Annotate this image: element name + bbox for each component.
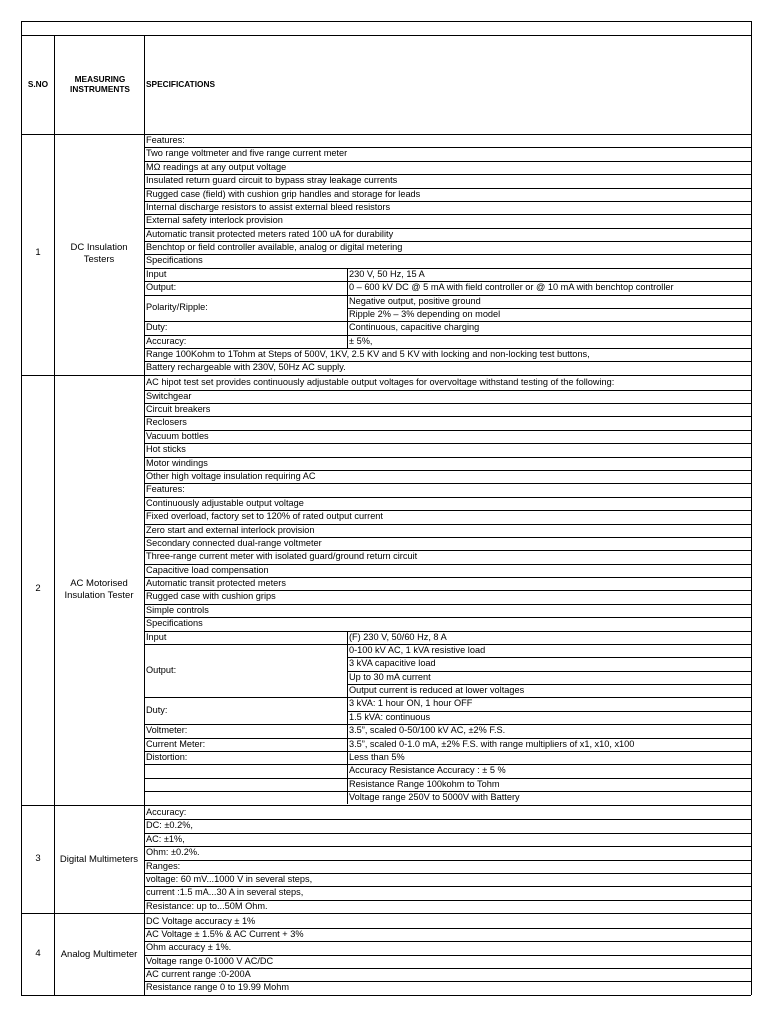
spec-line: Simple controls: [146, 604, 209, 615]
spec-line: Zero start and external interlock provision: [146, 524, 315, 535]
spec-line: Secondary connected dual-range voltmeter: [146, 537, 322, 548]
spec-column-divider: [347, 738, 348, 751]
spec-value: Output current is reduced at lower voltages: [349, 685, 525, 696]
spec-line: Internal discharge resistors to assist external bleed resistors: [146, 201, 391, 212]
spec-value: 0-100 kV AC, 1 kVA resistive load: [349, 644, 486, 655]
spec-label: Input: [146, 631, 167, 642]
spec-value: 3 kVA: 1 hour ON, 1 hour OFF: [349, 698, 473, 709]
spec-line: Accuracy:: [146, 807, 187, 817]
spec-line: DC: ±0.2%,: [146, 820, 193, 831]
spec-line: Automatic transit protected meters rated 100 uA for durability: [146, 228, 394, 239]
spec-label: Polarity/Ripple:: [146, 302, 208, 313]
spec-line: AC Voltage ± 1.5% & AC Current + 3%: [146, 928, 304, 939]
spec-value: 3.5”, scaled 0-50/100 kV AC, ±2% F.S.: [349, 725, 506, 736]
spec-line: Ohm: ±0.2%.: [146, 847, 200, 858]
serial-number: 4: [35, 947, 41, 959]
row-divider: [144, 631, 751, 632]
spec-line: Resistance range 0 to 19.99 Mohm: [146, 982, 289, 993]
column-divider: [144, 35, 145, 995]
row-divider: [144, 390, 751, 391]
spec-value: Accuracy Resistance Accuracy : ± 5 %: [349, 765, 506, 776]
spec-value: Continuous, capacitive charging: [349, 322, 480, 333]
row-divider: [144, 860, 751, 861]
instrument-name: AC Motorised Insulation Tester: [64, 578, 134, 602]
spec-line: Rugged case (field) with cushion grip handles and storage for leads: [146, 188, 421, 199]
spec-label: Voltmeter:: [146, 725, 188, 736]
spec-line: AC current range :0-200A: [146, 969, 251, 980]
spec-column-divider: [347, 295, 348, 322]
row-divider: [144, 697, 347, 698]
header-measuring-instruments: MEASURING INSTRUMENTS: [70, 74, 130, 94]
spec-column-divider: [347, 751, 348, 764]
spec-line: Ranges:: [146, 860, 181, 871]
row-divider: [144, 846, 751, 847]
row-divider: [144, 833, 751, 834]
row-divider: [347, 335, 751, 336]
spec-line: Hot sticks: [146, 444, 186, 455]
row-divider: [144, 268, 751, 269]
spec-line: Ohm accuracy ± 1%.: [146, 942, 232, 953]
spec-line: Voltage range 0-1000 V AC/DC: [146, 955, 274, 966]
spec-line: MΩ readings at any output voltage: [146, 161, 287, 172]
spec-line: Resistance: up to...50M Ohm.: [146, 900, 268, 911]
spec-label: Distortion:: [146, 751, 188, 762]
row-divider: [347, 751, 751, 752]
spec-column-divider: [347, 764, 348, 777]
table-header-top-border: [21, 35, 751, 36]
section-bottom-border: [21, 913, 751, 914]
spec-label: Duty:: [146, 322, 168, 333]
row-divider: [144, 443, 751, 444]
spec-line: Three-range current meter with isolated guard/ground return circuit: [146, 551, 418, 562]
spec-column-divider: [347, 268, 348, 281]
spec-line: DC Voltage accuracy ± 1%: [146, 915, 256, 926]
row-divider: [144, 941, 751, 942]
row-divider: [144, 430, 751, 431]
spec-line: AC: ±1%,: [146, 833, 185, 844]
spec-line: Switchgear: [146, 390, 192, 401]
serial-number: 2: [35, 583, 41, 595]
spec-value: (F) 230 V, 50/60 Hz, 8 A: [349, 631, 447, 642]
spec-value: Up to 30 mA current: [349, 671, 431, 682]
header-specifications: SPECIFICATIONS: [146, 79, 215, 89]
spec-line: Automatic transit protected meters: [146, 578, 286, 589]
instrument-name: DC Insulation Testers: [70, 242, 128, 266]
spec-value: 1.5 kVA: continuous: [349, 711, 431, 722]
spec-line: Specifications: [146, 618, 203, 629]
row-divider: [144, 254, 751, 255]
spec-line: Reclosers: [146, 417, 187, 428]
instrument-name: Analog Multimeter: [60, 948, 138, 960]
spec-value: 0 – 600 kV DC @ 5 mA with field controller or @ 10 mA with benchtop controller: [349, 282, 674, 293]
spec-line: Features:: [146, 484, 185, 495]
spec-label: Accuracy:: [146, 335, 187, 346]
spec-value: 3 kVA capacitive load: [349, 658, 436, 669]
spec-value: Negative output, positive ground: [349, 295, 481, 306]
spec-column-divider: [347, 321, 348, 334]
spec-label: Current Meter:: [146, 738, 206, 749]
row-divider: [144, 321, 347, 322]
section-bottom-border: [21, 995, 751, 996]
spec-column-divider: [347, 791, 348, 804]
spec-line: Benchtop or field controller available, analog or digital metering: [146, 242, 403, 253]
spec-line: External safety interlock provision: [146, 215, 283, 226]
spec-line: Capacitive load compensation: [146, 564, 269, 575]
instrument-name: Digital Multimeters: [59, 853, 139, 865]
spec-value: Voltage range 250V to 5000V with Battery: [349, 792, 520, 803]
row-divider: [144, 604, 751, 605]
row-divider: [144, 457, 751, 458]
spec-column-divider: [347, 644, 348, 698]
spec-column-divider: [347, 724, 348, 737]
spec-line: Continuously adjustable output voltage: [146, 497, 304, 508]
spec-line: Specifications: [146, 255, 203, 266]
spec-line: Insulated return guard circuit to bypass stray leakage currents: [146, 175, 398, 186]
row-divider: [144, 483, 751, 484]
row-divider: [144, 819, 751, 820]
spec-value: Less than 5%: [349, 751, 405, 762]
spec-line: Rugged case with cushion grips: [146, 591, 276, 602]
spec-line: Fixed overload, factory set to 120% of rated output current: [146, 511, 383, 522]
spec-line: voltage: 60 mV...1000 V in several steps,: [146, 873, 313, 884]
spec-line: Vacuum bottles: [146, 430, 209, 441]
row-divider: [144, 764, 347, 765]
column-divider: [54, 35, 55, 995]
spec-column-divider: [347, 631, 348, 644]
spec-value: 3.5”, scaled 0-1.0 mA, ±2% F.S. with range multipliers of x1, x10, x100: [349, 738, 635, 749]
spec-line: current :1.5 mA...30 A in several steps,: [146, 887, 304, 898]
spec-line: Other high voltage insulation requiring AC: [146, 471, 316, 481]
row-divider: [144, 416, 751, 417]
spec-line: Battery rechargeable with 230V, 50Hz AC supply.: [146, 362, 346, 373]
spec-value: 230 V, 50 Hz, 15 A: [349, 268, 425, 279]
spec-value: Resistance Range 100kohm to Tohm: [349, 778, 500, 789]
table-left-border: [21, 21, 22, 995]
spec-line: Motor windings: [146, 457, 208, 468]
serial-number: 1: [35, 247, 41, 259]
spec-line: Range 100Kohm to 1Tohm at Steps of 500V, 1KV, 2.5 KV and 5 KV with locking and non-locking test buttons,: [146, 349, 590, 360]
spec-line: Circuit breakers: [146, 404, 211, 415]
section-bottom-border: [21, 805, 751, 806]
spec-label: Duty:: [146, 705, 168, 716]
spec-label: Output:: [146, 665, 177, 675]
table-right-border: [751, 21, 752, 995]
spec-column-divider: [347, 281, 348, 294]
spec-column-divider: [347, 335, 348, 348]
spec-value: ± 5%,: [349, 335, 373, 346]
spec-value: Ripple 2% – 3% depending on model: [349, 308, 501, 319]
spec-column-divider: [347, 778, 348, 791]
spec-line: Features:: [146, 135, 185, 145]
row-divider: [144, 617, 751, 618]
header-bottom-border: [21, 134, 751, 135]
spec-label: Input: [146, 268, 167, 279]
row-divider: [144, 403, 751, 404]
row-divider: [144, 644, 347, 645]
row-divider: [144, 295, 347, 296]
serial-number: 3: [35, 852, 41, 864]
table-top-border: [21, 21, 751, 22]
row-divider: [144, 778, 347, 779]
spec-label: Output:: [146, 282, 177, 293]
spec-line: Two range voltmeter and five range current meter: [146, 148, 348, 159]
row-divider: [144, 791, 347, 792]
header-sno: S.NO: [27, 79, 49, 89]
spec-column-divider: [347, 697, 348, 724]
spec-line: AC hipot test set provides continuously adjustable output voltages for overvoltage withstand testing of the following:: [146, 377, 615, 388]
